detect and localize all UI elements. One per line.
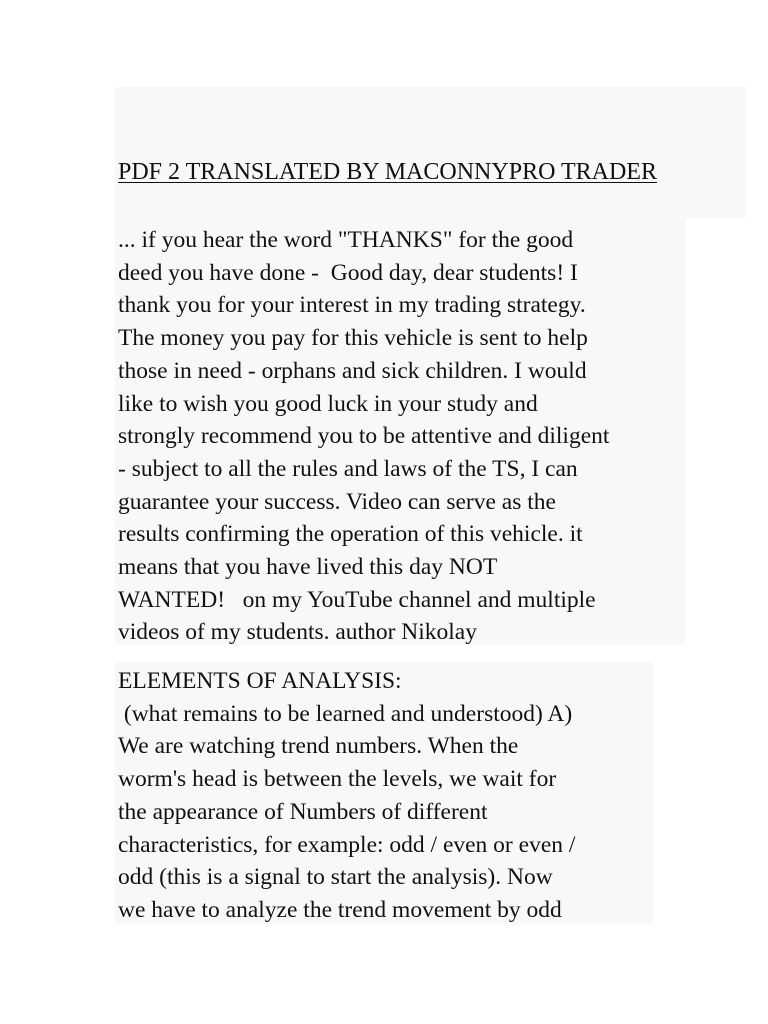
text-line: guarantee your success. Video can serve as the	[118, 488, 556, 515]
text-line: like to wish you good luck in your study and	[118, 390, 538, 417]
document-title: PDF 2 TRANSLATED BY MACONNYPRO TRADER	[118, 159, 657, 185]
text-line: - subject to all the rules and laws of the TS, I can	[118, 455, 578, 482]
text-line: WANTED! on my YouTube channel and multiple	[118, 586, 596, 613]
text-line: the appearance of Numbers of different	[118, 798, 488, 825]
section-heading: ELEMENTS OF ANALYSIS:	[118, 668, 402, 694]
analysis-lines	[118, 665, 575, 927]
text-line: We are watching trend numbers. When the	[118, 733, 519, 760]
text-line: odd (this is a signal to start the analysis). Now	[118, 864, 553, 891]
text-line: ... if you hear the word "THANKS" for the good	[118, 227, 574, 253]
text-line: results confirming the operation of this vehicle. it	[118, 521, 583, 548]
text-line: strongly recommend you to be attentive and diligent	[118, 423, 610, 450]
text-line: The money you pay for this vehicle is sent to help	[118, 325, 588, 352]
text-line: characteristics, for example: odd / even or even /	[118, 831, 576, 858]
text-line: means that you have lived this day NOT	[118, 554, 498, 581]
title-block	[115, 87, 746, 218]
text-line: we have to analyze the trend movement by odd	[118, 896, 562, 923]
intro-paragraph	[115, 218, 685, 645]
intro-lines	[118, 224, 609, 649]
text-line: worm's head is between the levels, we wait for	[118, 766, 557, 793]
text-line: those in need - orphans and sick children. I would	[118, 357, 587, 384]
text-line: (what remains to be learned and understood) A)	[118, 700, 573, 727]
text-line: videos of my students. author Nikolay	[118, 619, 477, 646]
text-line: deed you have done - Good day, dear students! I	[118, 259, 578, 286]
analysis-paragraph	[115, 662, 653, 924]
text-line: thank you for your interest in my trading strategy.	[118, 292, 586, 319]
